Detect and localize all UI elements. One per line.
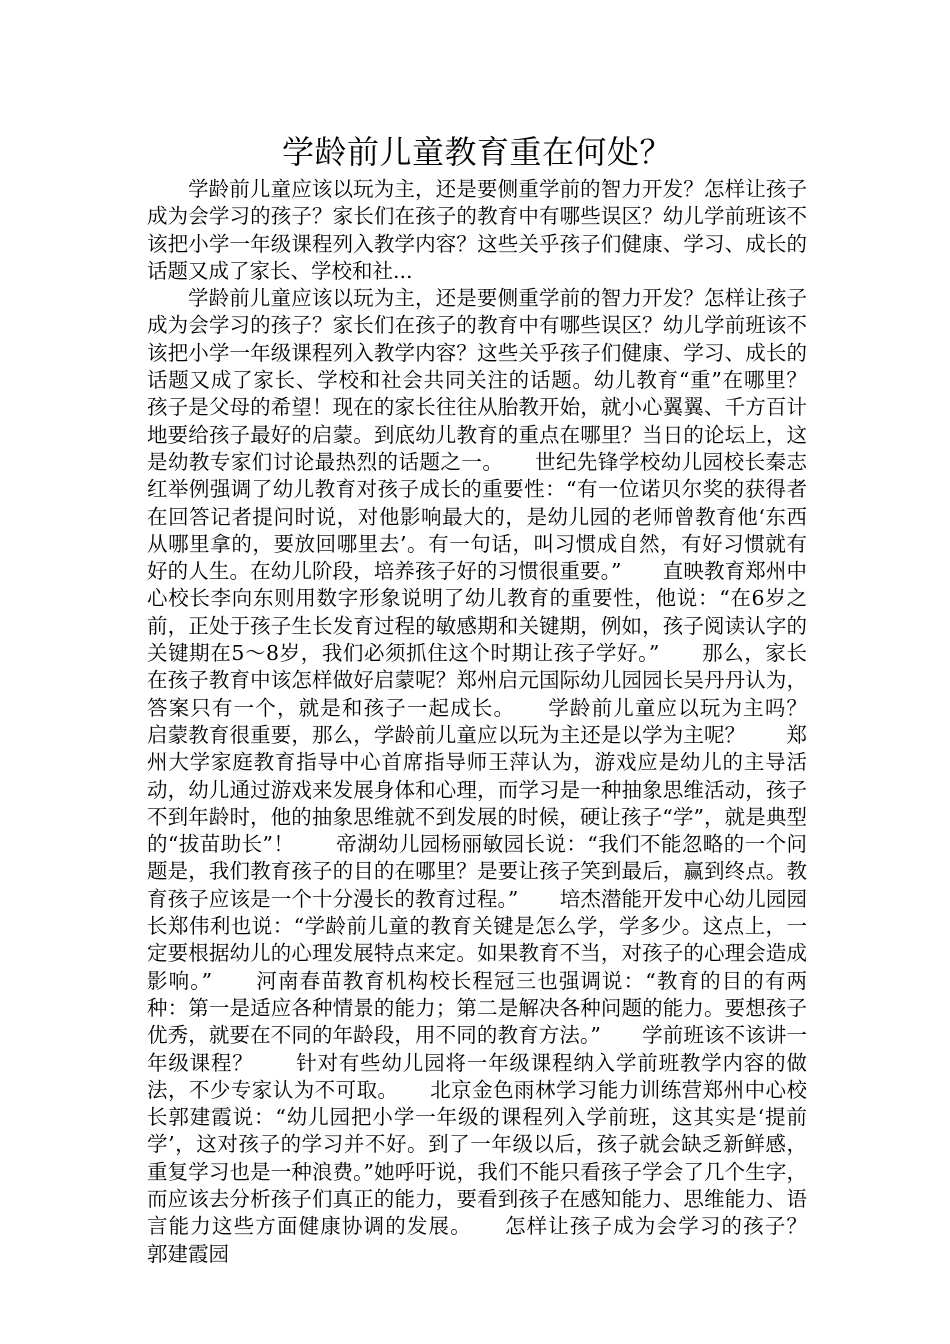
document-page xyxy=(147,128,848,1268)
body-paragraph: 学龄前儿童应该以玩为主，还是要侧重学前的智力开发？怎样让孩子成为会学习的孩子？家长们在孩子的教育中有哪些误区？幼儿学前班该不该把小学一年级课程列入教学内容？这些关乎孩子们健康、学习、成长的话题又成了家长、学校和社会共同关注的话题。幼儿教育“重”在哪里？ 孩子是父母的希望！现在的家长往往从胎教开始，就小心翼翼、千方百计地要给孩子最好的启蒙。到底幼儿教育的重点在哪里？当日的论坛上，这是幼教专家们讨论最热烈的话题之一。 世纪先锋学校幼儿园校长秦志红举例强调了幼儿教育对孩子成长的重要性：“有一位诺贝尔奖的获得者在回答记者提问时说，对他影响最大的，是幼儿园的老师曾教育他‘东西从哪里拿的，要放回哪里去’。有一句话，叫习惯成自然，有好习惯就有好的人生。在幼儿阶段，培养孩子好的习惯很重要。” 直映教育郑州中心校长李向东则用数字形象说明了幼儿教育的重要性，他说：“在6岁之前，正处于孩子生长发育过程的敏感期和关键期，例如，孩子阅读认字的关键期在5～8岁，我们必须抓住这个时期让孩子学好。” 那么，家长在孩子教育中该怎样做好启蒙呢？郑州启元国际幼儿园园长吴丹丹认为，答案只有一个，就是和孩子一起成长。 学龄前儿童应以玩为主吗？ 启蒙教育很重要，那么，学龄前儿童应以玩为主还是以学为主呢？ 郑州大学家庭教育指导中心首席指导师王萍认为，游戏应是幼儿的主导活动，幼儿通过游戏来发展身体和心理，而学习是一种抽象思维活动，孩子不到年龄时，他的抽象思维就不到发展的时候，硬让孩子“学”，就是典型的“拔苗助长”！ 帝湖幼儿园杨丽敏园长说：“我们不能忽略的一个问题是，我们教育孩子的目的在哪里？是要让孩子笑到最后，赢到终点。教育孩子应该是一个十分漫长的教育过程。” 培杰潜能开发中心幼儿园园长郑伟利也说：“学龄前儿童的教育关键是怎么学，学多少。这点上，一定要根据幼儿的心理发展特点来定。如果教育不当，对孩子的心理会造成影响。” 河南春苗教育机构校长程冠三也强调说：“教育的目的有两种：第一是适应各种情景的能力；第二是解决各种问题的能力。要想孩子优秀，就要在不同的年龄段，用不同的教育方法。” 学前班该不该讲一年级课程？ 针对有些幼儿园将一年级课程纳入学前班教学内容的做法，不少专家认为不可取。 北京金色雨林学习能力训练营郑州中心校长郭建霞说：“幼儿园把小学一年级的课程列入学前班，这其实是‘提前学’，这对孩子的学习并不好。到了一年级以后，孩子就会缺乏新鲜感，重复学习也是一种浪费。”她呼吁说，我们不能只看孩子学会了几个生字，而应该去分析孩子们真正的能力，要看到孩子在感知能力、思维能力、语言能力这些方面健康协调的发展。 怎样让孩子成为会学习的孩子？ 郭建霞园 xyxy=(147,286,848,1266)
summary-paragraph: 学龄前儿童应该以玩为主，还是要侧重学前的智力开发？怎样让孩子成为会学习的孩子？家长们在孩子的教育中有哪些误区？幼儿学前班该不该把小学一年级课程列入教学内容？这些关乎孩子们健康、学习、成长的话题又成了家长、学校和社... xyxy=(147,177,807,283)
document-title: 学龄前儿童教育重在何处？ xyxy=(281,133,672,171)
